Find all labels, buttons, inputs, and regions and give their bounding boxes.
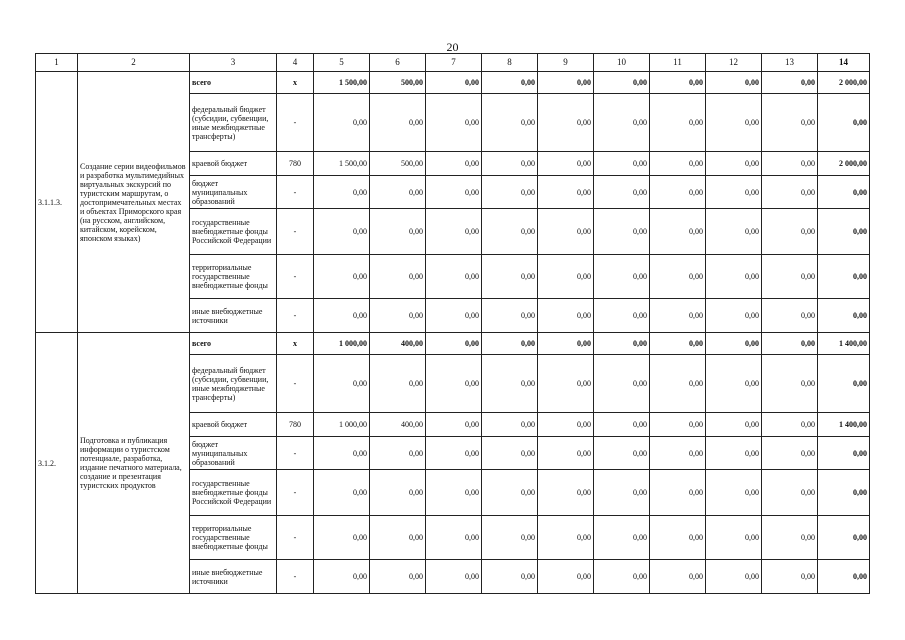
value-cell: 0,00 <box>762 152 818 176</box>
value-cell: 0,00 <box>594 413 650 437</box>
value-cell: 0,00 <box>650 355 706 413</box>
value-cell: 0,00 <box>650 437 706 470</box>
funding-source: иные внебюджетные источники <box>190 560 277 594</box>
value-cell: 0,00 <box>426 355 482 413</box>
funding-source: всего <box>190 72 277 94</box>
value-cell: 0,00 <box>594 176 650 209</box>
value-cell: 0,00 <box>482 209 538 255</box>
code-cell: - <box>277 355 314 413</box>
value-cell: 1 000,00 <box>314 333 370 355</box>
value-cell: 0,00 <box>482 413 538 437</box>
value-cell: 0,00 <box>482 355 538 413</box>
value-cell: 0,00 <box>370 176 426 209</box>
header-cell: 7 <box>426 54 482 72</box>
total-cell: 1 400,00 <box>818 333 870 355</box>
code-cell: - <box>277 94 314 152</box>
value-cell: 0,00 <box>706 72 762 94</box>
value-cell: 0,00 <box>650 176 706 209</box>
header-row <box>36 54 870 72</box>
value-cell: 0,00 <box>314 437 370 470</box>
value-cell: 0,00 <box>426 72 482 94</box>
value-cell: 0,00 <box>426 299 482 333</box>
total-cell: 0,00 <box>818 437 870 470</box>
value-cell: 0,00 <box>762 437 818 470</box>
value-cell: 1 500,00 <box>314 152 370 176</box>
value-cell: 0,00 <box>426 413 482 437</box>
value-cell: 0,00 <box>482 94 538 152</box>
total-cell: 2 000,00 <box>818 152 870 176</box>
total-cell: 0,00 <box>818 560 870 594</box>
value-cell: 0,00 <box>706 176 762 209</box>
value-cell: 0,00 <box>370 437 426 470</box>
funding-source: государственные внебюджетные фонды Российской Федерации <box>190 209 277 255</box>
value-cell: 0,00 <box>538 516 594 560</box>
funding-source: территориальные государственные внебюджетные фонды <box>190 516 277 560</box>
funding-source: иные внебюджетные источники <box>190 299 277 333</box>
value-cell: 0,00 <box>538 299 594 333</box>
value-cell: 0,00 <box>538 413 594 437</box>
code-cell: - <box>277 209 314 255</box>
value-cell: 0,00 <box>650 299 706 333</box>
value-cell: 0,00 <box>762 94 818 152</box>
code-cell: 780 <box>277 152 314 176</box>
value-cell: 0,00 <box>650 72 706 94</box>
value-cell: 0,00 <box>482 152 538 176</box>
value-cell: 0,00 <box>314 355 370 413</box>
header-cell: 4 <box>277 54 314 72</box>
total-cell: 0,00 <box>818 209 870 255</box>
value-cell: 0,00 <box>650 413 706 437</box>
value-cell: 0,00 <box>482 333 538 355</box>
value-cell: 0,00 <box>370 560 426 594</box>
value-cell: 0,00 <box>594 94 650 152</box>
code-cell: - <box>277 299 314 333</box>
funding-source: федеральный бюджет (субсидии, субвенции, иные межбюджетные трансферты) <box>190 355 277 413</box>
value-cell: 0,00 <box>370 299 426 333</box>
value-cell: 0,00 <box>538 355 594 413</box>
value-cell: 0,00 <box>370 94 426 152</box>
code-cell: 780 <box>277 413 314 437</box>
value-cell: 0,00 <box>482 437 538 470</box>
funding-source: краевой бюджет <box>190 152 277 176</box>
code-cell: - <box>277 176 314 209</box>
value-cell: 0,00 <box>370 516 426 560</box>
header-cell: 12 <box>706 54 762 72</box>
value-cell: 0,00 <box>706 333 762 355</box>
value-cell: 0,00 <box>314 560 370 594</box>
value-cell: 0,00 <box>706 209 762 255</box>
value-cell: 1 500,00 <box>314 72 370 94</box>
value-cell: 0,00 <box>762 333 818 355</box>
value-cell: 0,00 <box>650 516 706 560</box>
value-cell: 0,00 <box>594 560 650 594</box>
value-cell: 0,00 <box>594 516 650 560</box>
value-cell: 0,00 <box>314 176 370 209</box>
value-cell: 0,00 <box>762 72 818 94</box>
value-cell: 0,00 <box>426 209 482 255</box>
value-cell: 0,00 <box>706 413 762 437</box>
value-cell: 0,00 <box>706 516 762 560</box>
value-cell: 0,00 <box>762 299 818 333</box>
value-cell: 0,00 <box>762 413 818 437</box>
value-cell: 0,00 <box>538 176 594 209</box>
value-cell: 0,00 <box>426 152 482 176</box>
value-cell: 0,00 <box>538 72 594 94</box>
value-cell: 0,00 <box>594 355 650 413</box>
funding-source: всего <box>190 333 277 355</box>
header-cell: 13 <box>762 54 818 72</box>
value-cell: 0,00 <box>538 560 594 594</box>
value-cell: 0,00 <box>762 176 818 209</box>
value-cell: 0,00 <box>594 255 650 299</box>
value-cell: 0,00 <box>482 470 538 516</box>
header-cell: 9 <box>538 54 594 72</box>
value-cell: 0,00 <box>314 299 370 333</box>
value-cell: 0,00 <box>482 299 538 333</box>
total-cell: 0,00 <box>818 355 870 413</box>
value-cell: 0,00 <box>650 560 706 594</box>
section-code: 3.1.2. <box>36 333 78 594</box>
budget-table <box>35 53 870 594</box>
section-code: 3.1.1.3. <box>36 72 78 333</box>
value-cell: 0,00 <box>314 209 370 255</box>
value-cell: 1 000,00 <box>314 413 370 437</box>
value-cell: 0,00 <box>594 470 650 516</box>
value-cell: 0,00 <box>706 299 762 333</box>
header-cell: 3 <box>190 54 277 72</box>
value-cell: 0,00 <box>594 333 650 355</box>
value-cell: 0,00 <box>762 255 818 299</box>
code-cell: - <box>277 255 314 299</box>
header-cell: 14 <box>818 54 870 72</box>
value-cell: 0,00 <box>594 437 650 470</box>
total-cell: 0,00 <box>818 516 870 560</box>
value-cell: 0,00 <box>650 333 706 355</box>
value-cell: 400,00 <box>370 333 426 355</box>
value-cell: 0,00 <box>538 437 594 470</box>
value-cell: 0,00 <box>538 152 594 176</box>
value-cell: 0,00 <box>538 470 594 516</box>
value-cell: 0,00 <box>538 94 594 152</box>
total-cell: 0,00 <box>818 94 870 152</box>
code-cell: - <box>277 437 314 470</box>
value-cell: 0,00 <box>426 176 482 209</box>
code-cell: - <box>277 560 314 594</box>
funding-source: бюджет муниципальных образований <box>190 176 277 209</box>
value-cell: 0,00 <box>762 560 818 594</box>
code-cell: - <box>277 516 314 560</box>
value-cell: 400,00 <box>370 413 426 437</box>
value-cell: 0,00 <box>314 516 370 560</box>
header-cell: 5 <box>314 54 370 72</box>
section-description: Создание серии видеофильмов и разработка мультимедийных виртуальных экскурсий по туристским маршрутам, о достопримечательных местах и объектах Приморского края (на русском, английском, китайском, корейском, японском языках) <box>78 72 190 333</box>
value-cell: 0,00 <box>706 94 762 152</box>
value-cell: 0,00 <box>426 516 482 560</box>
value-cell: 0,00 <box>762 209 818 255</box>
value-cell: 500,00 <box>370 152 426 176</box>
value-cell: 0,00 <box>426 94 482 152</box>
table-row <box>36 72 870 94</box>
funding-source: территориальные государственные внебюджетные фонды <box>190 255 277 299</box>
value-cell: 0,00 <box>482 255 538 299</box>
header-cell: 11 <box>650 54 706 72</box>
value-cell: 0,00 <box>426 333 482 355</box>
value-cell: 0,00 <box>482 176 538 209</box>
header-cell: 10 <box>594 54 650 72</box>
value-cell: 0,00 <box>426 560 482 594</box>
funding-source: государственные внебюджетные фонды Российской Федерации <box>190 470 277 516</box>
code-cell: x <box>277 333 314 355</box>
value-cell: 0,00 <box>706 152 762 176</box>
value-cell: 0,00 <box>762 516 818 560</box>
total-cell: 0,00 <box>818 176 870 209</box>
table-row <box>36 333 870 355</box>
value-cell: 0,00 <box>314 255 370 299</box>
value-cell: 0,00 <box>370 255 426 299</box>
value-cell: 0,00 <box>706 560 762 594</box>
section-description: Подготовка и публикация информации о туристском потенциале, разработка, издание печатного материала, создание и презентация туристских продуктов <box>78 333 190 594</box>
total-cell: 0,00 <box>818 470 870 516</box>
value-cell: 0,00 <box>650 94 706 152</box>
value-cell: 0,00 <box>650 209 706 255</box>
value-cell: 500,00 <box>370 72 426 94</box>
value-cell: 0,00 <box>538 333 594 355</box>
page-number: 20 <box>446 40 459 54</box>
value-cell: 0,00 <box>594 72 650 94</box>
code-cell: x <box>277 72 314 94</box>
value-cell: 0,00 <box>650 152 706 176</box>
funding-source: бюджет муниципальных образований <box>190 437 277 470</box>
value-cell: 0,00 <box>370 355 426 413</box>
value-cell: 0,00 <box>370 209 426 255</box>
value-cell: 0,00 <box>314 94 370 152</box>
header-cell: 6 <box>370 54 426 72</box>
value-cell: 0,00 <box>482 516 538 560</box>
value-cell: 0,00 <box>538 255 594 299</box>
value-cell: 0,00 <box>538 209 594 255</box>
header-cell: 2 <box>78 54 190 72</box>
total-cell: 2 000,00 <box>818 72 870 94</box>
code-cell: - <box>277 470 314 516</box>
value-cell: 0,00 <box>594 152 650 176</box>
value-cell: 0,00 <box>482 560 538 594</box>
value-cell: 0,00 <box>762 355 818 413</box>
value-cell: 0,00 <box>370 470 426 516</box>
total-cell: 0,00 <box>818 255 870 299</box>
value-cell: 0,00 <box>762 470 818 516</box>
value-cell: 0,00 <box>594 209 650 255</box>
total-cell: 1 400,00 <box>818 413 870 437</box>
value-cell: 0,00 <box>426 437 482 470</box>
header-cell: 1 <box>36 54 78 72</box>
value-cell: 0,00 <box>706 470 762 516</box>
value-cell: 0,00 <box>706 355 762 413</box>
value-cell: 0,00 <box>426 255 482 299</box>
value-cell: 0,00 <box>314 470 370 516</box>
funding-source: федеральный бюджет (субсидии, субвенции, иные межбюджетные трансферты) <box>190 94 277 152</box>
value-cell: 0,00 <box>594 299 650 333</box>
header-cell: 8 <box>482 54 538 72</box>
value-cell: 0,00 <box>482 72 538 94</box>
value-cell: 0,00 <box>706 437 762 470</box>
funding-source: краевой бюджет <box>190 413 277 437</box>
value-cell: 0,00 <box>650 470 706 516</box>
value-cell: 0,00 <box>706 255 762 299</box>
value-cell: 0,00 <box>426 470 482 516</box>
value-cell: 0,00 <box>650 255 706 299</box>
total-cell: 0,00 <box>818 299 870 333</box>
